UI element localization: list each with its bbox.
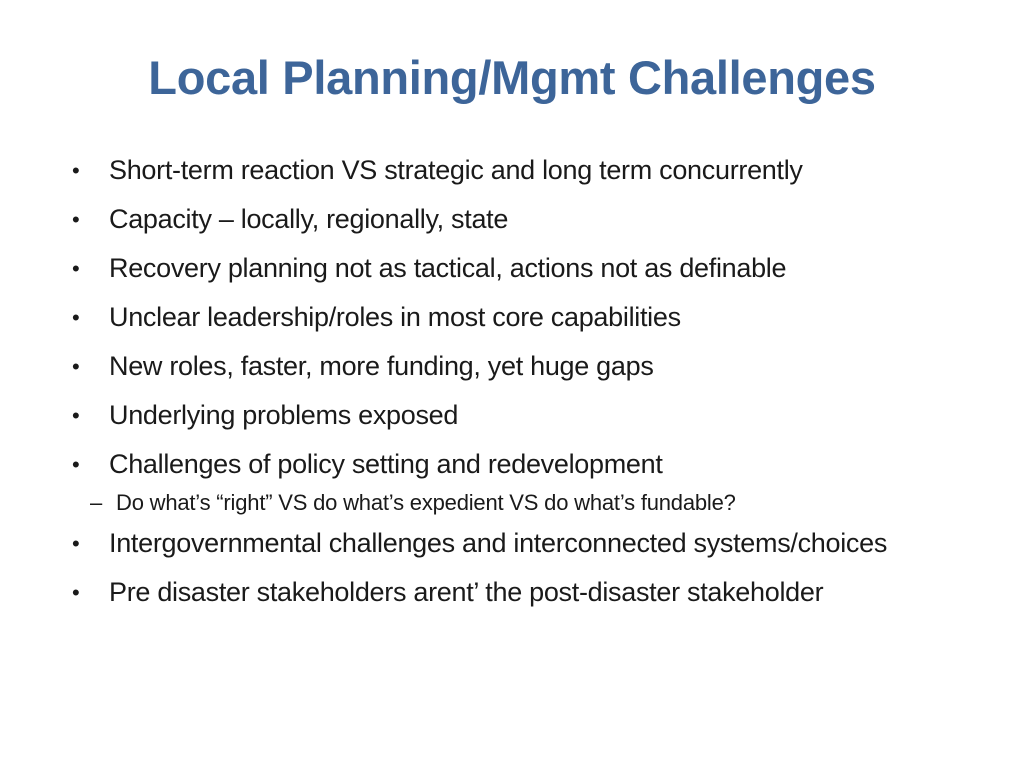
bullet-text: Intergovernmental challenges and interconnected systems/choices [109, 528, 888, 558]
bullet-marker: • [72, 403, 80, 428]
bullet-item [70, 150, 990, 191]
bullet-marker: • [72, 580, 80, 605]
bullet-item [70, 248, 990, 289]
bullet-item [70, 297, 990, 338]
bullet-marker: • [72, 452, 80, 477]
bullet-item [70, 395, 990, 436]
bullet-marker: • [72, 305, 80, 330]
bullet-item [70, 346, 990, 387]
bullet-marker: • [72, 354, 80, 379]
bullet-text: Short-term reaction VS strategic and long term concurrently [109, 155, 803, 185]
bullet-item [70, 199, 990, 240]
sub-bullet-item [70, 487, 990, 519]
bullet-text: New roles, faster, more funding, yet huge gaps [109, 351, 654, 381]
bullet-text: Unclear leadership/roles in most core capabilities [109, 302, 681, 332]
bullet-marker: • [72, 207, 80, 232]
bullet-text: Underlying problems exposed [109, 400, 459, 430]
bullet-marker: • [72, 531, 80, 556]
sub-bullet-list [70, 487, 990, 519]
sub-bullet-group [70, 487, 990, 519]
bullet-text: Capacity – locally, regionally, state [109, 204, 509, 234]
bullet-marker: • [72, 158, 80, 183]
bullet-text: Recovery planning not as tactical, actions not as definable [109, 253, 787, 283]
sub-bullet-text: Do what’s “right” VS do what’s expedient VS do what’s fundable? [116, 490, 736, 515]
bullet-text: Challenges of policy setting and redevelopment [109, 449, 663, 479]
bullet-list [70, 150, 990, 621]
bullet-item [70, 572, 990, 613]
bullet-text: Pre disaster stakeholders arent’ the post-disaster stakeholder [109, 577, 824, 607]
bullet-item [70, 444, 990, 485]
bullet-item [70, 523, 990, 564]
bullet-marker: • [72, 256, 80, 281]
sub-bullet-marker: – [90, 490, 103, 515]
slide-title: Local Planning/Mgmt Challenges [148, 51, 876, 104]
